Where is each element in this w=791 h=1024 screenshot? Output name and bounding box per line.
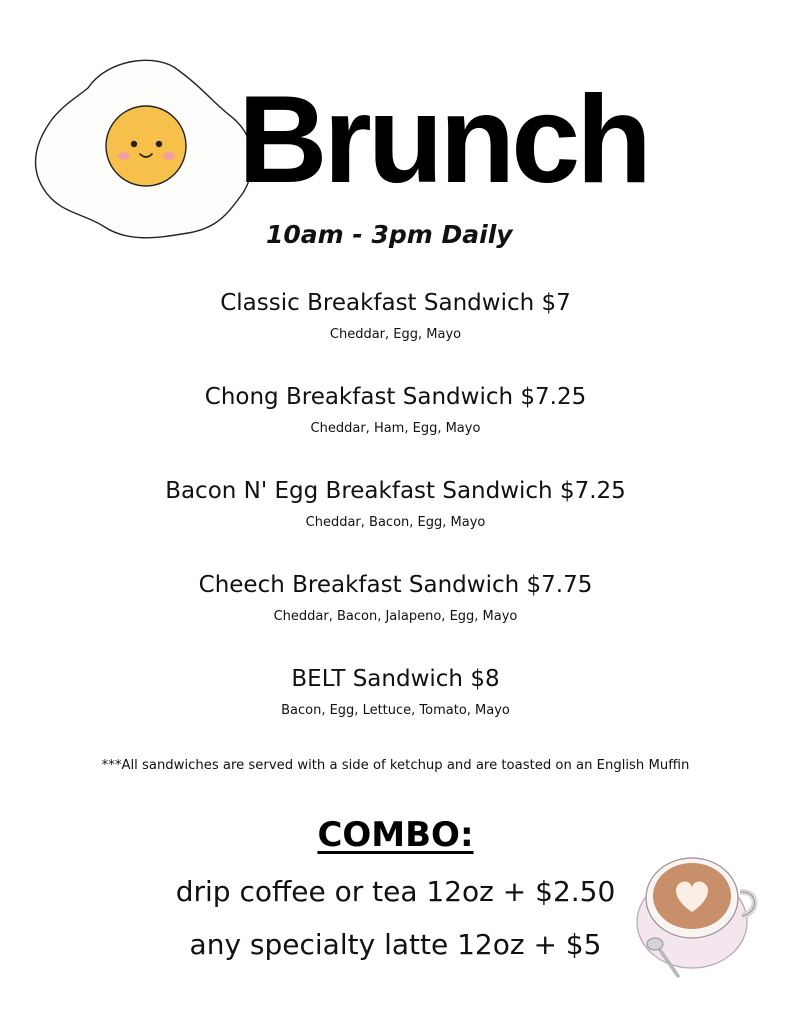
combo-option: drip coffee or tea 12oz + $2.50 (175, 875, 616, 908)
menu-item-description: Cheddar, Bacon, Egg, Mayo (305, 515, 486, 530)
menu-item-name: BELT Sandwich $8 (291, 666, 500, 692)
serving-note: ***All sandwiches are served with a side of ketchup and are toasted on an English Muffin (101, 758, 690, 773)
menu-item-description: Cheddar, Bacon, Jalapeno, Egg, Mayo (273, 609, 518, 624)
menu-item-description: Cheddar, Egg, Mayo (329, 327, 462, 342)
combo-heading: COMBO: (317, 815, 474, 855)
menu-item-name: Classic Breakfast Sandwich $7 (220, 290, 571, 316)
menu-item-name: Bacon N' Egg Breakfast Sandwich $7.25 (165, 478, 626, 504)
combo-option: any specialty latte 12oz + $5 (189, 928, 602, 961)
menu-item-description: Bacon, Egg, Lettuce, Tomato, Mayo (281, 703, 510, 718)
menu-item (0, 475, 791, 569)
menu-item-description: Cheddar, Ham, Egg, Mayo (310, 421, 481, 436)
page-title: Brunch (238, 71, 648, 209)
menu-item (0, 663, 791, 757)
menu-item (0, 569, 791, 663)
hours-text: 10am - 3pm Daily (266, 220, 513, 249)
fried-egg-icon (28, 48, 258, 248)
menu-item-name: Cheech Breakfast Sandwich $7.75 (198, 572, 593, 598)
menu-item (0, 287, 791, 381)
menu-item (0, 381, 791, 475)
menu-item-name: Chong Breakfast Sandwich $7.25 (204, 384, 587, 410)
menu-list (0, 287, 791, 757)
latte-cup-icon (630, 830, 760, 990)
